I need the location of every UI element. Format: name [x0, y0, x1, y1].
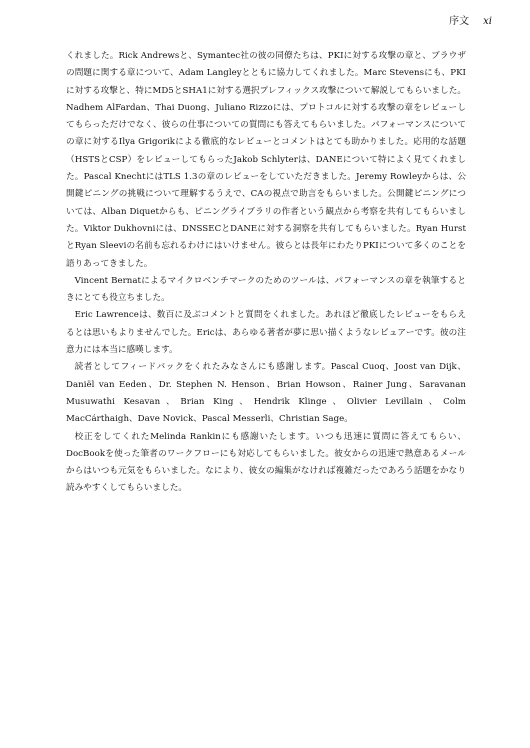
- paragraph: Vincent Bernatによるマイクロベンチマークのためのツールは、パフォーマンスの章を執筆するときにとても役立ちました。: [66, 275, 466, 304]
- section-title: 序文: [449, 16, 470, 27]
- body-text: [66, 48, 466, 498]
- paragraph: くれました。Rick Andrewsと、Symantec社の彼の同僚たちは、PKIに対する攻撃の章と、ブラウザの問題に関する章について、Adam Langleyとともに協力してくれました。Marc Stevensにも、PKIに対する攻撃と、特にMD5とSHA1に対する選択プレフィックス攻撃について解説してもらいました。Nadhem AlFardan、Thai Duong、Juliano Rizzoには、プロトコルに対する攻撃の章をレビューしてもらっただけでなく、彼らの仕事についての質問にも答えてもらいました。パフォーマンスについての章に対するIlya Grigorikによる徹底的なレビューとコメントはとても助かりました。応用的な話題（HSTSとCSP）をレビューしてもらったJakob Schlyterは、DANEについて特によく見てくれました。Pascal KnechtにはTLS 1.3の章のレビューをしていただきました。Jeremy Rowleyからは、公開鍵ピニングの挑戦について理解するうえで、CAの視点で助言をもらいました。公開鍵ピニングについては、Alban Diquetからも、ピニングライブラリの作者という観点から考察を共有してもらいました。Viktor Dukhovniには、DNSSECとDANEに対する洞察を共有してもらいました。Ryan HurstとRyan Sleeviの名前も忘れるわけにはいけません。彼らとは長年にわたりPKIについて多くのことを語りあってきました。: [66, 51, 466, 269]
- paragraph: 読者としてフィードバックをくれたみなさんにも感謝します。Pascal Cuoq、Joost van Dijk、Daniël van Eeden、Dr. Stephen N. Henson、Brian Howson、Rainer Jung、Saravanan Musuwathi Kesavan、Brian King、Hendrik Klinge、Olivier Levillain、Colm MacCárthaigh、Dave Novick、Pascal Messerli、Christian Sage。: [66, 362, 466, 425]
- page-number: xi: [483, 16, 492, 27]
- running-header: [449, 12, 492, 27]
- paragraph: 校正をしてくれたMelinda Rankinにも感謝いたします。いつも迅速に質問に答えてもらい、DocBookを使った筆者のワークフローにも対応してもらいました。彼女からの迅速で熱意あるメールからはいつも元気をもらいました。なにより、彼女の編集がなければ複雑だったであろう話題をかなり読みやすくしてもらいました。: [66, 431, 466, 494]
- paragraph: Eric Lawrenceは、数百に及ぶコメントと質問をくれました。あれほど徹底したレビューをもらえるとは思いもよりませんでした。Ericは、あらゆる著者が夢に思い描くようなレビュアーです。彼の注意力には本当に感嘆します。: [66, 310, 466, 356]
